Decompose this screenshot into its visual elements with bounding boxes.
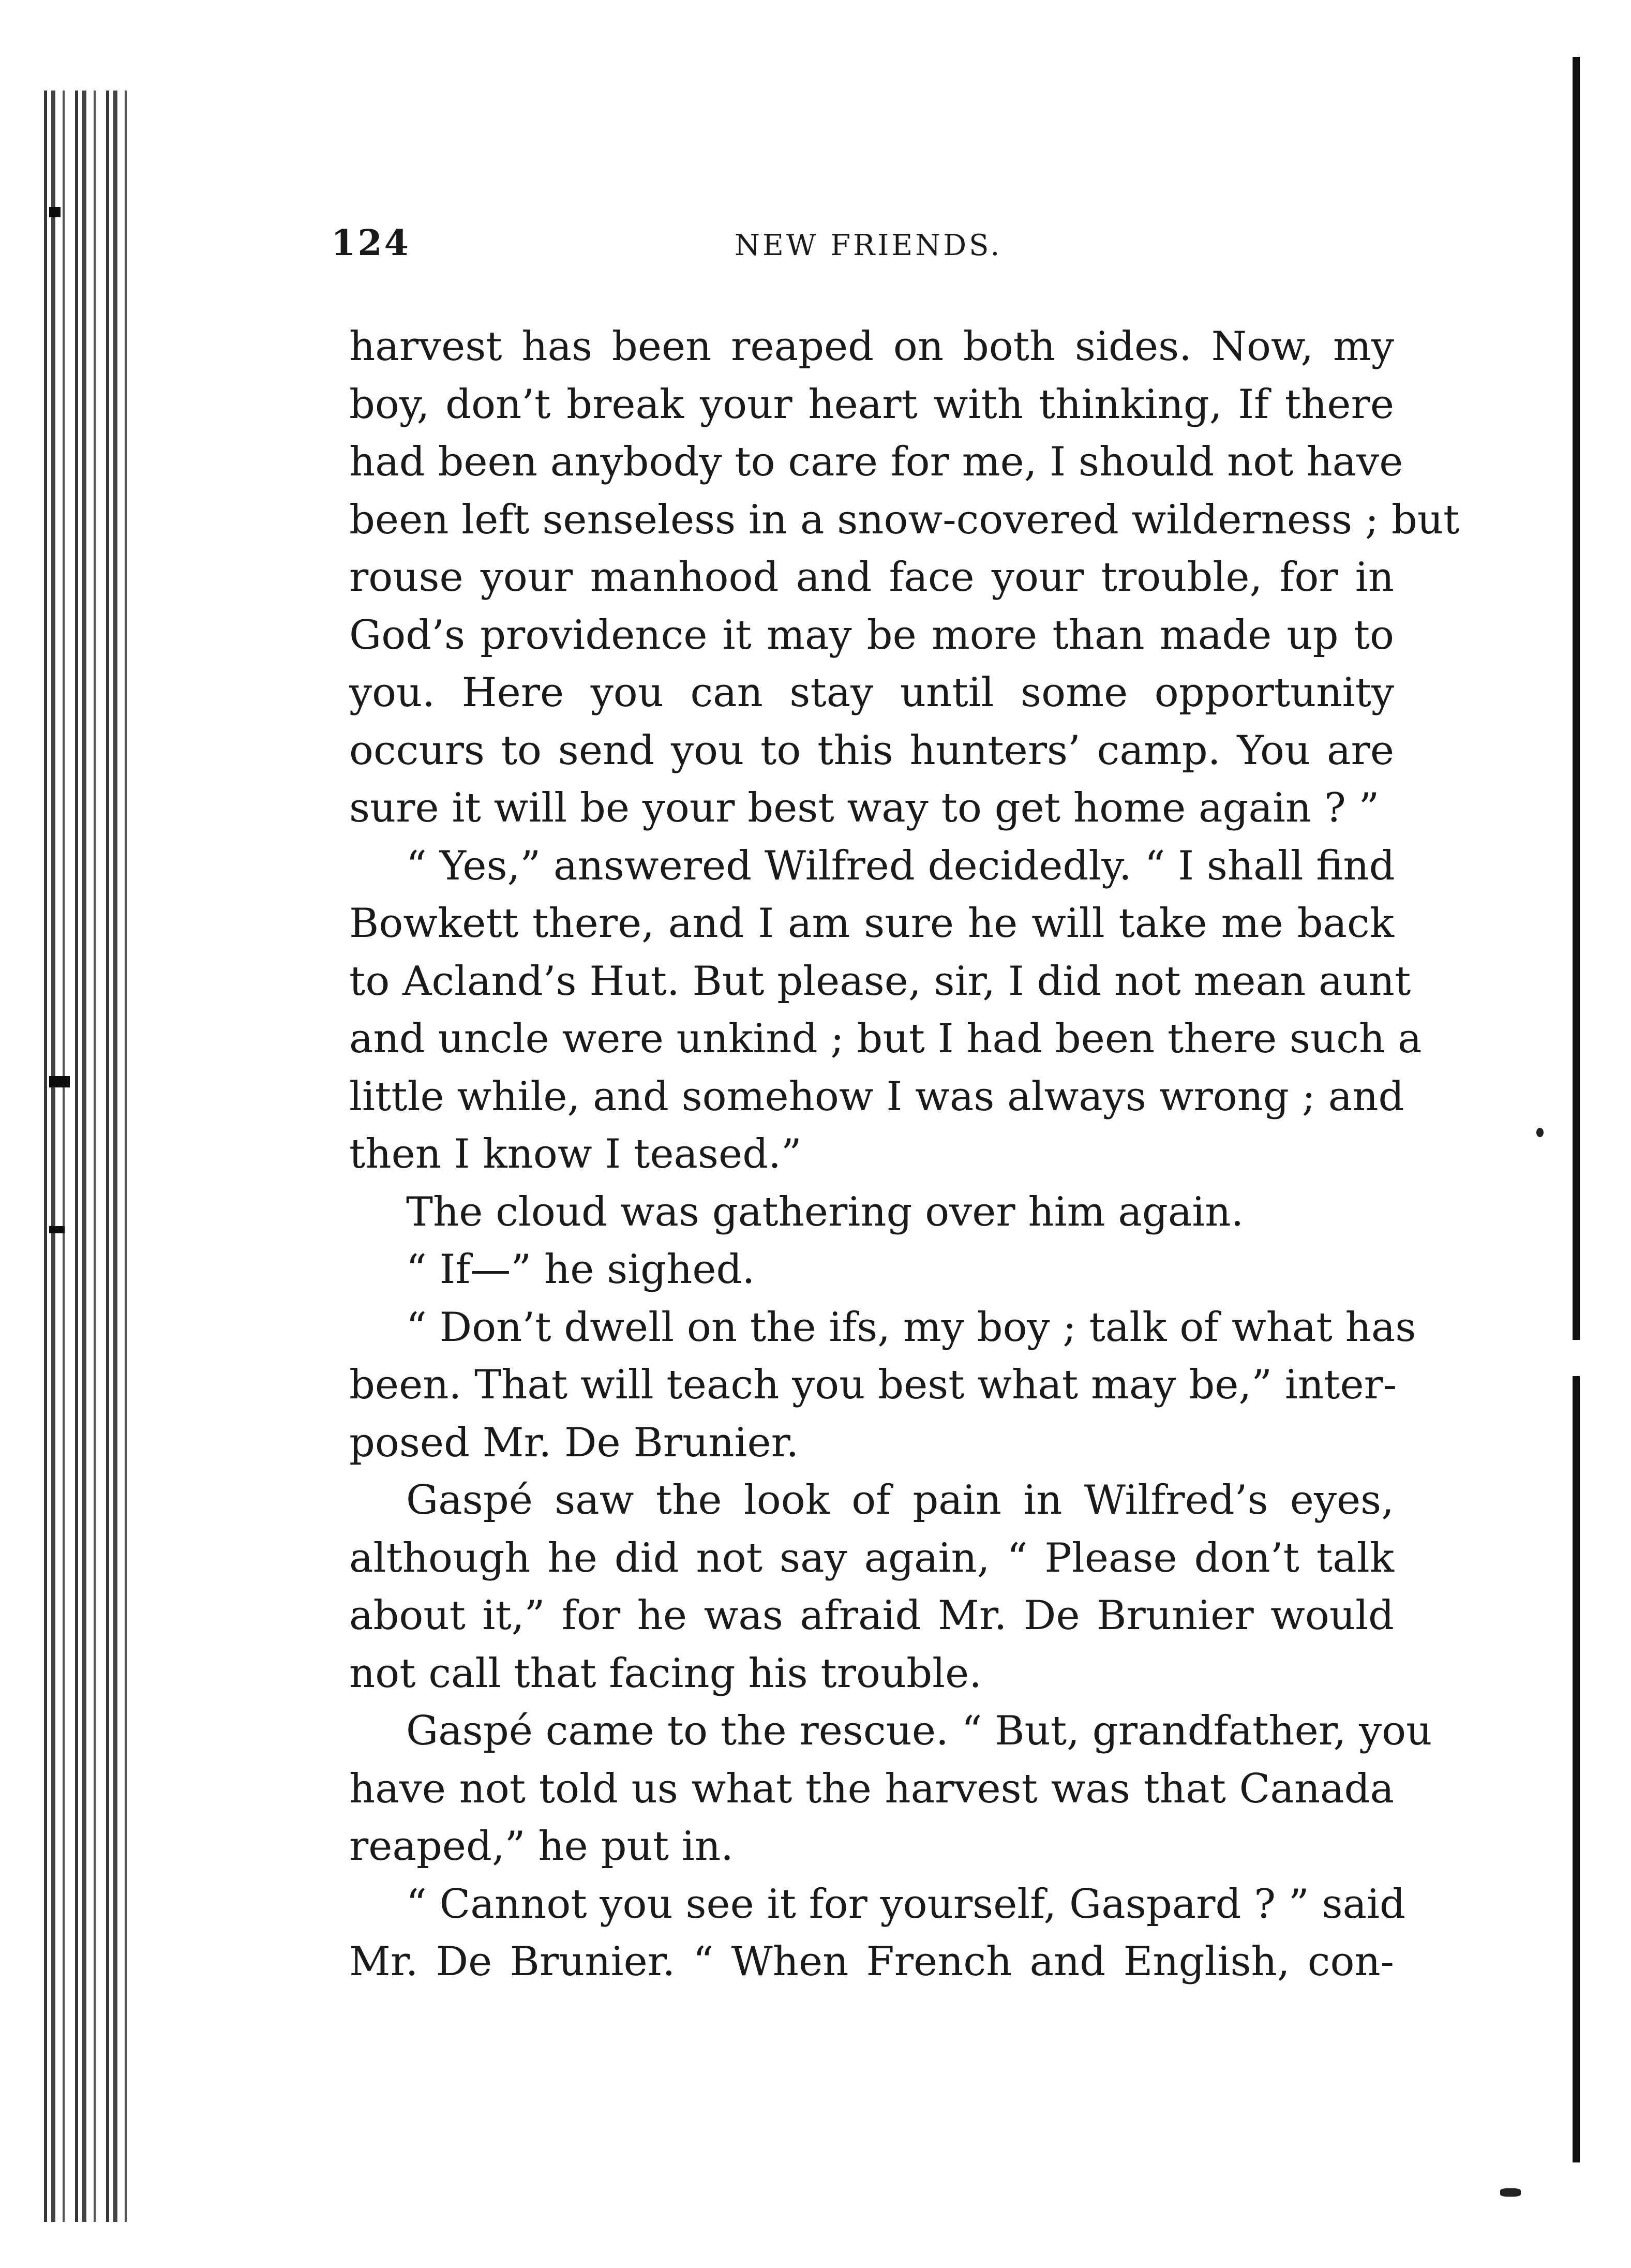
- text-line: been left senseless in a snow-covered wilderness ; but: [349, 496, 1460, 543]
- page-edge: [1573, 1376, 1580, 2162]
- running-header: [331, 222, 1397, 279]
- dust-speck: [1536, 1128, 1544, 1137]
- text-line: reaped,” he put in.: [349, 1823, 734, 1870]
- text-line: “ If—” he sighed.: [406, 1246, 755, 1293]
- binding-mark: [49, 207, 61, 217]
- binding-mark: [49, 1076, 70, 1087]
- page-edge: [1573, 57, 1580, 1340]
- text-line: occurs to send you to this hunters’ camp. You are: [349, 727, 1394, 774]
- text-line: “ Don’t dwell on the ifs, my boy ; talk of what has: [406, 1304, 1416, 1351]
- text-line: been. That will teach you best what may be,” inter-: [349, 1362, 1397, 1408]
- binding-mark: [49, 1226, 65, 1233]
- text-line: not call that facing his trouble.: [349, 1650, 982, 1697]
- text-line: to Acland’s Hut. But please, sir, I did not mean aunt: [349, 958, 1411, 1005]
- text-line: sure it will be your best way to get home again ? ”: [349, 785, 1380, 831]
- running-title: NEW FRIENDS.: [735, 229, 1002, 262]
- text-line: Bowkett there, and I am sure he will take me back: [349, 900, 1394, 947]
- text-line: about it,” for he was afraid Mr. De Brunier would: [349, 1592, 1394, 1639]
- page-number: 124: [331, 222, 411, 264]
- text-line: The cloud was gathering over him again.: [406, 1188, 1244, 1235]
- text-line: “ Cannot you see it for yourself, Gaspard ? ” said: [406, 1881, 1405, 1928]
- text-line: Gaspé saw the look of pain in Wilfred’s eyes,: [406, 1477, 1394, 1524]
- body-text: [349, 318, 1460, 1991]
- text-line: harvest has been reaped on both sides. Now, my: [349, 323, 1394, 370]
- text-line: little while, and somehow I was always wrong ; and: [349, 1073, 1404, 1120]
- text-line: and uncle were unkind ; but I had been there such a: [349, 1016, 1422, 1062]
- text-line: boy, don’t break your heart with thinking, If there: [349, 381, 1394, 428]
- text-line: rouse your manhood and face your trouble, for in: [349, 554, 1394, 601]
- dust-speck: [1500, 2188, 1521, 2197]
- text-line: although he did not say again, “ Please don’t talk: [349, 1534, 1394, 1581]
- binding-edge: [44, 91, 132, 2222]
- text-line: had been anybody to care for me, I should not have: [349, 439, 1403, 485]
- text-line: have not told us what the harvest was that Canada: [349, 1765, 1394, 1812]
- text-line: Gaspé came to the rescue. “ But, grandfather, you: [406, 1708, 1432, 1754]
- text-line: posed Mr. De Brunier.: [349, 1419, 799, 1466]
- text-line: “ Yes,” answered Wilfred decidedly. “ I shall find: [406, 842, 1395, 889]
- text-line: then I know I teased.”: [349, 1131, 802, 1177]
- text-line: God’s providence it may be more than made up to: [349, 611, 1394, 659]
- text-line: Mr. De Brunier. “ When French and English, con-: [349, 1938, 1394, 1985]
- text-line: you. Here you can stay until some opportunity: [349, 669, 1394, 716]
